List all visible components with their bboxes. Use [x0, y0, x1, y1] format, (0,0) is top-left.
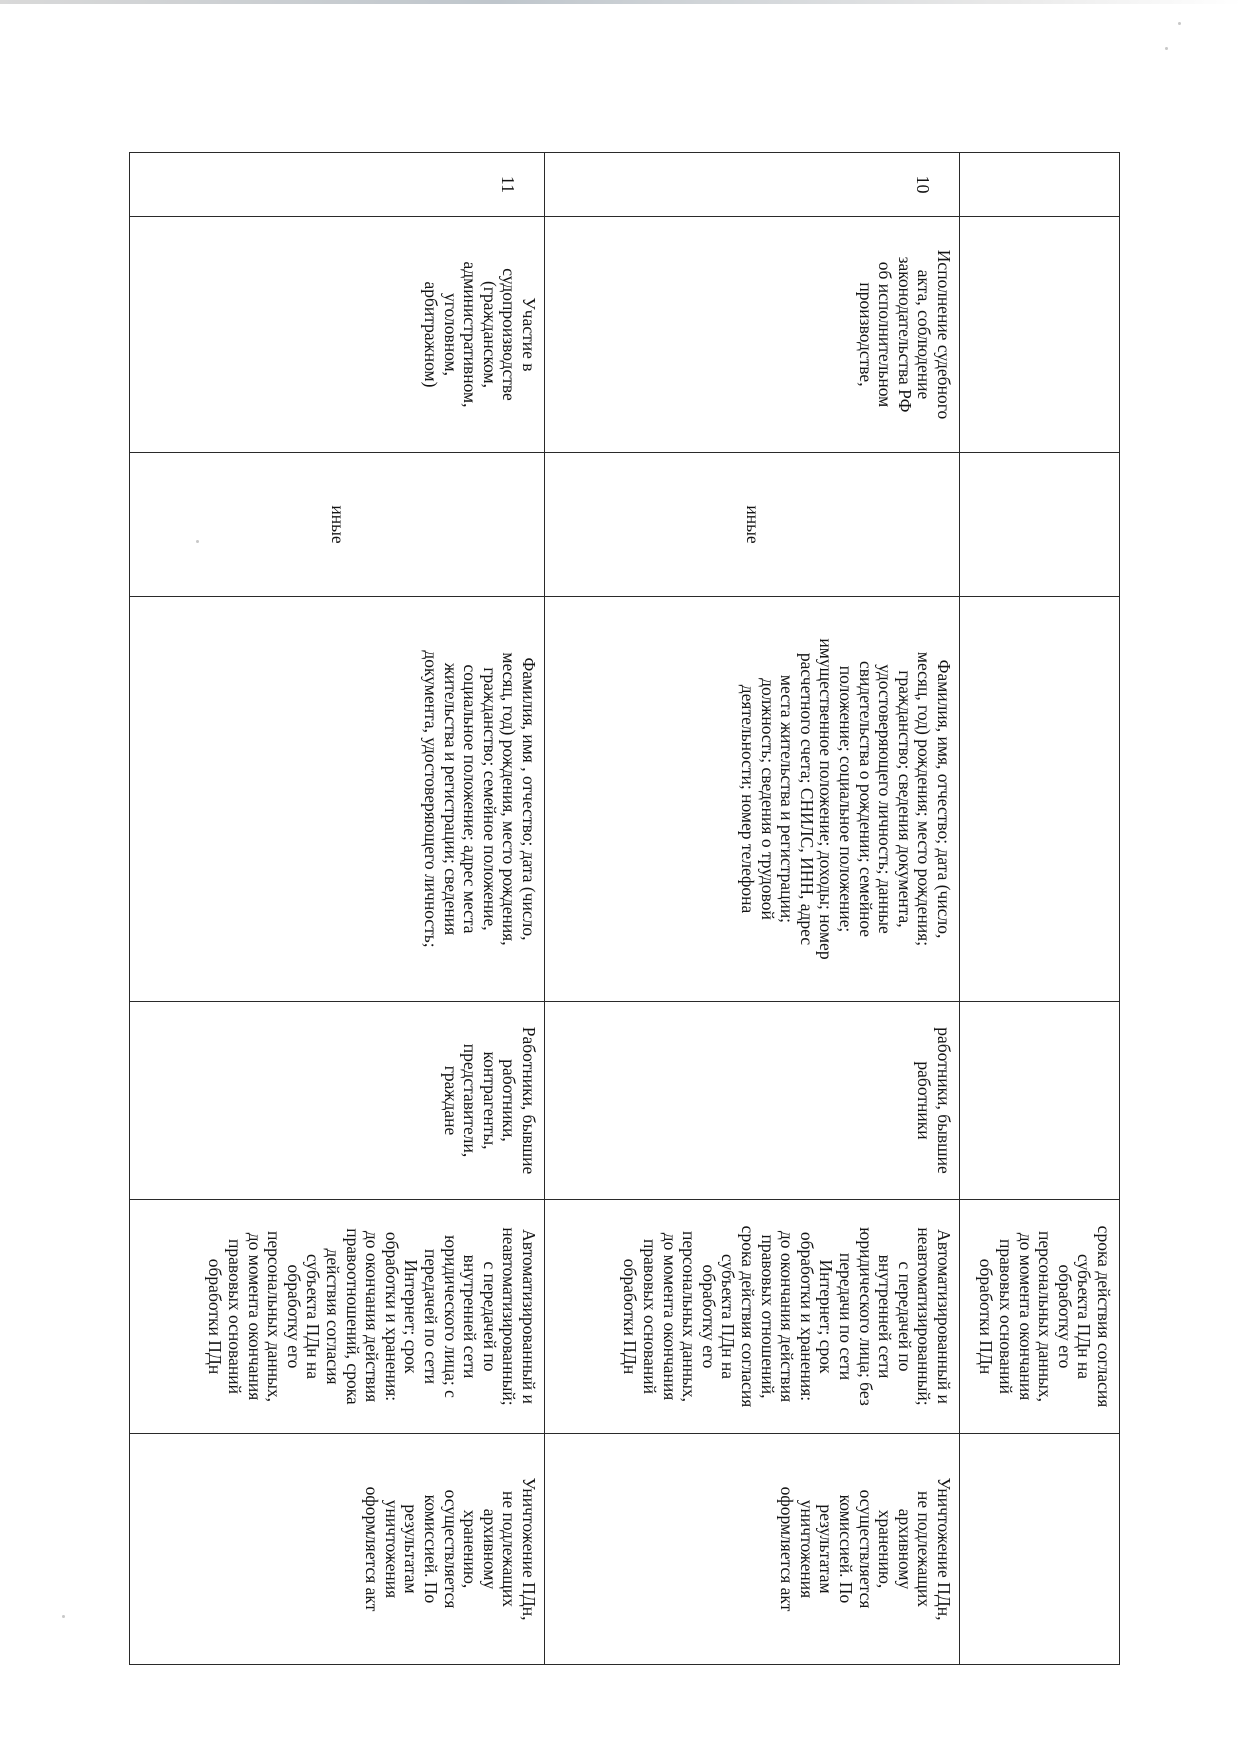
processing-method: Автоматизированный и неавтоматизированный; с передачей по внутренней сети юридического лица; с передачей по сети Интернет; срок обработки и хранения: до окончания действия правоотношений, срока действия согласия субъекта ПДн на обработку его персональных данных, до момента окончания правовых оснований обработки ПДн [130, 1200, 545, 1434]
processing-purpose: Исполнение судебного акта, соблюдение законодательства РФ об исполнительном производстве, [545, 217, 960, 453]
data-subjects: работники, бывшие работники [545, 1002, 960, 1200]
pd-processing-table [129, 152, 1120, 1665]
row-number: 10 [545, 153, 960, 217]
table-row [960, 153, 1120, 1665]
data-list: Фамилия, имя , отчество; дата (число, месяц, год) рождения, место рождения, гражданство; семейное положение, социальное положение; адрес места жительства и регистрации; сведения документа, удостоверяющего личность; [130, 597, 545, 1002]
data-category: иные [545, 453, 960, 597]
scan-speck [1165, 47, 1168, 50]
data-list: Фамилия, имя, отчество; дата (число, месяц, год) рождения; место рождения; гражданство; сведения документа, удостоверяющего личность; данные свидетельства о рождении; семейное положение; социальное положение; имущественное положение; доходы; номер расчетного счета; СНИЛС, ИНН, адрес места жительства и регистрации; должность; сведения о трудовой деятельности; номер телефона [545, 597, 960, 1002]
destruction-procedure: Уничтожение ПДн, не подлежащих архивному хранению, осуществляется комиссией. По результатам уничтожения оформляется акт [545, 1434, 960, 1665]
data-list [960, 597, 1120, 1002]
data-subjects [960, 1002, 1120, 1200]
processing-purpose: Участие в судопроизводстве (гражданском, административном, уголовном, арбитражном) [130, 217, 545, 453]
row-number: 11 [130, 153, 545, 217]
data-subjects: Работники, бывшие работники, контрагенты, представители, граждане [130, 1002, 545, 1200]
table-row [130, 153, 545, 1665]
processing-purpose [960, 217, 1120, 453]
row-number [960, 153, 1120, 217]
scan-edge [0, 0, 1242, 4]
scan-speck [1178, 22, 1181, 25]
data-category [960, 453, 1120, 597]
scan-speck [62, 1615, 65, 1618]
processing-method: срока действия согласия субъекта ПДн на обработку его персональных данных, до момента окончания правовых оснований обработки ПДн [960, 1200, 1120, 1434]
processing-method: Автоматизированный и неавтоматизированный; с передачей по внутренней сети юридического лица; без передачи по сети Интернет; срок обработки и хранения: до окончания действия правовых отношений, срока действия согласия субъекта ПДн на обработку его персональных данных, до момента окончания правовых оснований обработки ПДн [545, 1200, 960, 1434]
data-category: иные [130, 453, 545, 597]
destruction-procedure [960, 1434, 1120, 1665]
rotated-page [130, 152, 1120, 1664]
destruction-procedure: Уничтожение ПДн, не подлежащих архивному хранению, осуществляется комиссией. По результатам уничтожения оформляется акт [130, 1434, 545, 1665]
table-row [545, 153, 960, 1665]
